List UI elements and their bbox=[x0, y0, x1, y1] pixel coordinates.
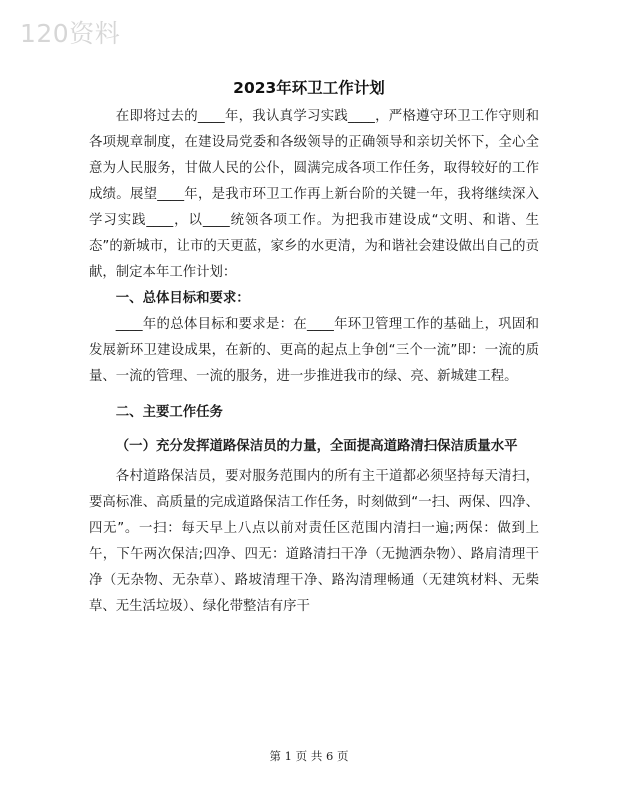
page-number: 第 1 页 共 6 页 bbox=[269, 749, 349, 763]
section-heading-tasks: 二、主要工作任务 bbox=[115, 405, 223, 420]
document-body bbox=[89, 104, 539, 620]
document-title: 2023年环卫工作计划 bbox=[233, 79, 385, 97]
road-cleaning-paragraph: 各村道路保洁员，要对服务范围内的所有主干道都必须坚持每天清扫，要高标准、高质量的完成道路保洁工作任务，时刻做到“一扫、两保、四净、四无”。一扫：每天早上八点以前对责任区范围内清扫一遍;两保：做到上午，下午两次保洁;四净、四无：道路清扫干净（无抛洒杂物）、路肩清理干净（无杂物、无杂草）、路坡清理干净、路沟清理畅通（无建筑材料、无柴草、无生活垃圾）、绿化带整洁有序干 bbox=[89, 469, 539, 614]
goals-paragraph: ____年的总体目标和要求是：在____年环卫管理工作的基础上，巩固和发展新环卫建设成果，在新的、更高的起点上争创“三个一流”即：一流的质量、一流的管理、一流的服务，进一步推进我市的绿、亮、新城建工程。 bbox=[89, 317, 539, 384]
section-heading-goals: 一、总体目标和要求： bbox=[115, 291, 250, 306]
intro-paragraph: 在即将过去的____年，我认真学习实践____，严格遵守环卫工作守则和各项规章制度，在建设局党委和各级领导的正确领导和亲切关怀下，全心全意为人民服务，甘做人民的公仆，圆满完成各项工作任务，取得较好的工作成绩。展望____年，是我市环卫工作再上新台阶的关键一年，我将继续深入学习实践____，以____统领各项工作。为把我市建设成“文明、和谐、生态”的新城市，让市的天更蓝，家乡的水更清，为和谐社会建设做出自己的贡献，制定本年工作计划： bbox=[89, 109, 539, 280]
subsection-heading-road-cleaning: （一）充分发挥道路保洁员的力量，全面提高道路清扫保洁质量水平 bbox=[115, 439, 518, 454]
watermark: 120资料 bbox=[20, 19, 121, 48]
